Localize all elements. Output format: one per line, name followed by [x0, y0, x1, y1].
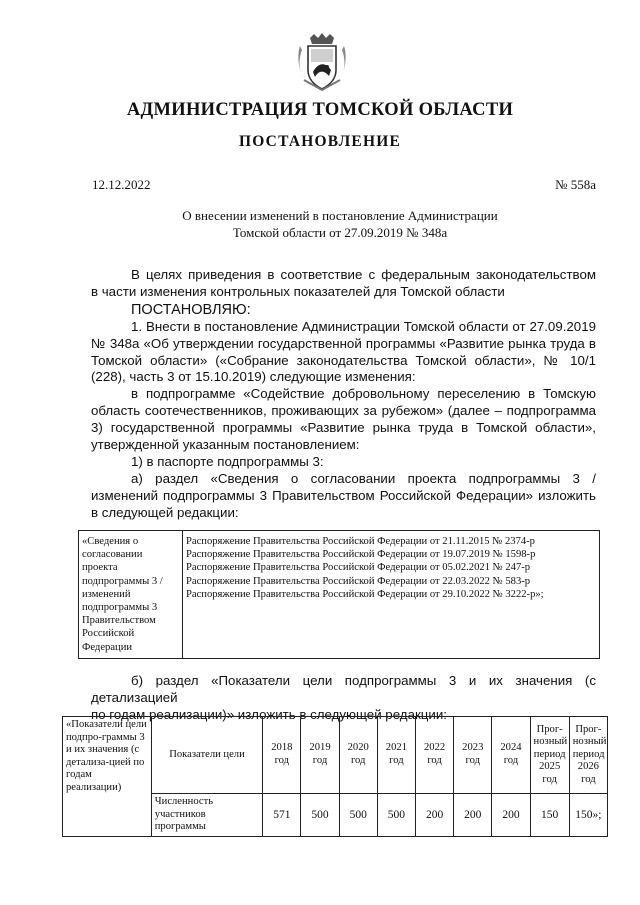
- forecast-line: 2025: [539, 761, 561, 773]
- forecast-line: год: [542, 773, 557, 785]
- list-item: Распоряжение Правительства Российской Федерации от 22.03.2022 № 583-р: [186, 575, 531, 587]
- year-unit: год: [427, 755, 442, 766]
- forecast-line: период: [572, 748, 605, 760]
- approval-label-cell: «Сведения о согласовании проекта подпрограммы 3 / изменений подпрограммы 3 Правительством Российской Федерации: [79, 531, 183, 659]
- item-1: 1. Внести в постановление Администрации Томской области от 27.09.2019 № 348а «Об утверждении государственной программы «Развитие рынка труда в Томской области» («Собрание законодательства Томской области», № 10/1 (228), часть 3 от 15.10.2019) следующие изменения:: [91, 318, 596, 385]
- year-value: 2021: [385, 742, 407, 754]
- table-header-row: [63, 717, 608, 794]
- indicator-value: 150: [530, 794, 569, 837]
- indicators-header-cell: Показатели цели: [151, 717, 262, 794]
- year-header: [301, 717, 339, 794]
- subject-line: Томской области от 27.09.2019 № 348а: [232, 225, 448, 240]
- year-value: 2023: [462, 742, 484, 754]
- item-a: а) раздел «Сведения о согласовании проекта подпрограммы 3 / изменений подпрограммы 3 Правительством Российской Федерации» изложить в следующей редакции:: [91, 470, 596, 520]
- year-value: 2024: [500, 742, 522, 754]
- year-header: [454, 717, 492, 794]
- item-b-line: б) раздел «Показатели цели подпрограммы 3 и их значения (с детализацией: [91, 673, 596, 705]
- indicator-value: 200: [492, 794, 530, 837]
- year-unit: год: [389, 755, 404, 766]
- year-header: [415, 717, 453, 794]
- resolve-heading: ПОСТАНОВЛЯЮ:: [131, 301, 251, 318]
- year-unit: год: [465, 755, 480, 766]
- preamble-line: в части изменения контрольных показателей для Томской области: [91, 283, 505, 299]
- approval-items-cell: [183, 531, 600, 659]
- forecast-line: Прог-: [536, 723, 563, 735]
- indicator-value: 200: [454, 794, 492, 837]
- item-b-line: по годам реализации)» изложить в следующей редакции:: [91, 707, 447, 722]
- agency-title: АДМИНИСТРАЦИЯ ТОМСКОЙ ОБЛАСТИ: [126, 100, 514, 120]
- list-item: Распоряжение Правительства Российской Федерации от 21.11.2015 № 2374-р: [186, 536, 535, 547]
- indicator-value: 200: [415, 794, 453, 837]
- year-value: 2022: [423, 742, 446, 754]
- item-1-1: 1) в паспорте подпрограммы 3:: [131, 453, 324, 469]
- year-unit: год: [274, 755, 290, 766]
- forecast-line: год: [581, 773, 596, 785]
- list-item: Распоряжение Правительства Российской Федерации от 29.10.2022 № 3222-р»;: [186, 588, 544, 600]
- table-row: [79, 531, 600, 659]
- item-1-sub: в подпрограмме «Содействие добровольному переселению в Томскую область соотечественников, проживающих за рубежом» (далее – подпрограмма 3) государственной программы «Развитие рынка труда в Томской области», утвержденной указанным постановлением:: [91, 386, 596, 453]
- coat-of-arms-emblem: [296, 32, 348, 92]
- indicator-value: 500: [301, 794, 339, 837]
- indicators-table: [62, 716, 608, 837]
- year-value: 2018: [271, 742, 293, 754]
- approval-table: [78, 530, 600, 659]
- indicator-name: Численность участников программы: [151, 794, 262, 837]
- indicator-value: 500: [339, 794, 377, 837]
- preamble-line: В целях приведения в соответствие с федеральным законодательством: [131, 267, 596, 282]
- indicator-value: 571: [263, 794, 301, 837]
- subject-line: О внесении изменений в постановление Администрации: [182, 208, 498, 223]
- year-unit: год: [350, 755, 366, 766]
- indicator-value: 500: [377, 794, 415, 837]
- year-header: [263, 717, 301, 794]
- indicator-value: 150»;: [569, 794, 607, 837]
- document-type: ПОСТАНОВЛЕНИЕ: [238, 133, 402, 150]
- list-item: Распоряжение Правительства Российской Федерации от 19.07.2019 № 1598-р: [186, 549, 536, 561]
- forecast-line: нозный: [533, 736, 568, 748]
- document-body: [91, 267, 596, 522]
- forecast-line: Прог-: [575, 723, 602, 735]
- forecast-header: [530, 717, 569, 794]
- list-item: Распоряжение Правительства Российской Федерации от 05.02.2021 № 247-р: [186, 562, 531, 574]
- year-value: 2019: [309, 742, 331, 754]
- forecast-line: нозный: [572, 736, 607, 748]
- year-value: 2020: [347, 742, 369, 754]
- document-subject: [150, 207, 530, 241]
- indicators-label-cell: «Показатели цели подпро-граммы 3 и их значения (с детализа-цией по годам реализации): [63, 717, 152, 837]
- year-unit: год: [503, 755, 519, 766]
- forecast-line: 2026: [577, 761, 599, 773]
- forecast-line: период: [533, 748, 566, 760]
- forecast-header: [569, 717, 607, 794]
- document-date: 12.12.2022: [92, 177, 151, 192]
- year-unit: год: [312, 755, 328, 766]
- year-header: [377, 717, 415, 794]
- year-header: [492, 717, 530, 794]
- year-header: [339, 717, 377, 794]
- document-number: № 558а: [555, 177, 596, 192]
